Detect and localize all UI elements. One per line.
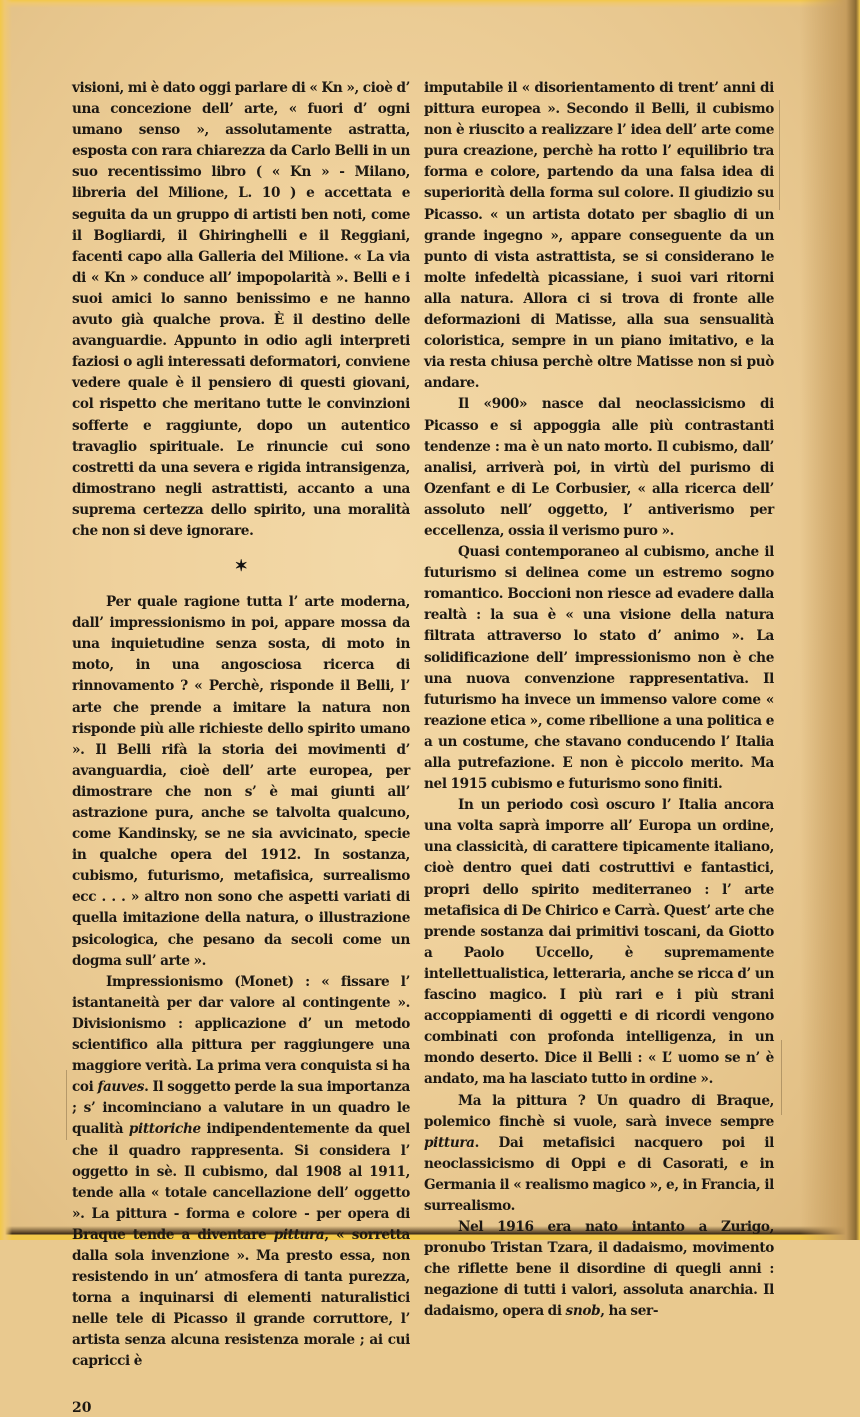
paragraph: imputabile il « disorientamento di trent’ anni di pittura europea ». Secondo il Belli, il cubismo non è riuscito a realizzare l’ idea dell’ arte come pura creazione, perchè ha rotto l’ equilibrio tra forma e colore, partendo da una falsa idea di superiorità della forma sul colore. Il giudizio su Picasso. « un artista dotato per sbaglio di un grande ingegno », appare conseguente da un punto di vista astrattista, se si considerano le molte infedeltà picassiane, i suoi vari ritorni alla natura. Allora ci si trova di fronte alle deformazioni di Matisse, alla sua sensualità coloristica, sempre in un piano imitativo, e la via resta chiusa perchè oltre Matisse non si può andare. [424,80,774,392]
text-run: , « sorretta dalla sola invenzione ». Ma presto essa, non resistendo in un’ atmosfera di tanta purezza, torna a inquinarsi di elementi naturalistici nelle tele di Picasso il grande corruttore, l’ artista senza alcuna resistenza morale ; ai cui capricci è [72,1226,410,1370]
star-ornament-icon: ✶ [234,556,248,576]
right-column [424,78,774,1323]
text-run: . Il soggetto perde la sua importanza ; s’ incominciano a valutare in un quadro le qualità [72,1079,410,1138]
text-run: Ma la pittura ? Un quadro di Braque, polemico finchè si vuole, sarà invece sempre [424,1092,774,1130]
left-column [72,78,410,1417]
margin-line [781,1040,782,1115]
italic-term: pittoriche [128,1121,201,1138]
text-run: . Dai metafisici nacquero poi il neoclassicismo di Oppi e di Casorati, e in Germania il « realismo magico », e, in Francia, il surrealismo. [424,1134,774,1214]
paragraph [424,1217,774,1322]
italic-term: snob [565,1303,601,1320]
margin-line [66,1070,67,1140]
italic-term: pittura [424,1134,475,1151]
text-run: Nel 1916 era nato intanto a Zurigo, pronubo Tristan Tzara, il dadaismo, movimento che riflette bene il disordine di quegli anni : negazione di tutti i valori, assoluta anarchia. Il dadaismo, opera di [424,1219,774,1320]
paragraph [424,1091,774,1218]
margin-line [779,100,780,210]
paragraph: Quasi contemporaneo al cubismo, anche il futurismo si delinea come un estremo sogno romantico. Boccioni non riesce ad evadere dalla realtà : la sua è « una visione della natura filtrata attraverso lo stato d’ animo ». La solidificazione dell’ impressionismo non è che una nuova convenzione rappresentativa. Il futurismo ha invece un immenso valore come « reazione etica », come ribellione a una politica e a un costume, che stavano conducendo l’ Italia alla putrefazione. E non è piccolo merito. Ma nel 1915 cubismo e futurismo sono finiti. [424,544,774,793]
page-number: 20 [72,1399,92,1416]
text-run: , ha ser- [600,1303,659,1320]
text-run: indipendentemente da quel che il quadro rappresenta. Si considera l’ oggetto in sè. Il cubismo, dal 1908 al 1911, tende alla « totale cancellazione dell’ oggetto ». La pittura - forma e colore - per opera di Braque tende a diventare [72,1121,410,1243]
italic-term: fauves [97,1079,145,1096]
paragraph: Per quale ragione tutta l’ arte moderna, dall’ impressionismo in poi, appare mossa da una inquietudine senza sosta, di moto in moto, in una angosciosa ricerca di rinnovamento ? « Perchè, risponde il Belli, l’ arte che prende a imitare la natura non risponde più alle richieste dello spirito umano ». Il Belli rifà la storia dei movimenti d’ avanguardia, cioè dell’ arte europea, per dimostrare che non s’ è mai giunti all’ astrazione pura, anche se talvolta qualcuno, come Kandinsky, se ne sia avvicinato, specie in qualche opera del 1912. In sostanza, cubismo, futurismo, metafisica, surrealismo ecc . . . » altro non sono che aspetti variati di quella imitazione della natura, o illustrazione psicologica, che pesano da secoli come un dogma sull’ arte ». [72,594,410,969]
italic-term: pittura [273,1226,325,1243]
paragraph: In un periodo così oscuro l’ Italia ancora una volta saprà imporre all’ Europa un ordine, una classicità, di carattere tipicamente italiano, cioè dentro quei dati costruttivi e fantastici, propri dello spirito mediterraneo : l’ arte metafisica di De Chirico e Carrà. Quest’ arte che prende sostanza dai primitivi toscani, da Giotto a Paolo Uccello, è supremamente intellettualistica, letteraria, anche se ricca d’ un fascino magico. I più rari e i più strani accoppiamenti di oggetti e di ricordi vengono combinati con profonda intelligenza, in un mondo deserto. Dice il Belli : « L’ uomo se n’ è andato, ma ha lasciato tutto in ordine ». [424,797,774,1088]
paragraph: Il «900» nasce dal neoclassicismo di Picasso e si appoggia alle più contrastanti tendenze : ma è un nato morto. Il cubismo, dall’ analisi, arriverà poi, in virtù del purismo di Ozenfant e di Le Corbusier, « alla ricerca dell’ assoluto nell’ oggetto, l’ antiverismo per eccellenza, ossia il verismo puro ». [424,396,774,539]
paragraph [72,972,410,1373]
paragraph: visioni, mi è dato oggi parlare di « Kn », cioè d’ una concezione dell’ arte, « fuori d’ ogni umano senso », assolutamente astratta, esposta con rara chiarezza da Carlo Belli in un suo recentissimo libro ( « Kn » - Milano, libreria del Milione, L. 10 ) e accettata e seguita da un gruppo di artisti ben noti, come il Bogliardi, il Ghiringhelli e il Reggiani, facenti capo alla Galleria del Milione. « La via di « Kn » conduce all’ impopolarità ». Belli e i suoi amici lo sanno benissimo e ne hanno avuto già qualche prova. È il destino delle avanguardie. Appunto in odio agli interpreti faziosi o agli interessati deformatori, conviene vedere quale è il pensiero di questi giovani, col rispetto che meritano tutte le convinzioni sofferte e raggiunte, dopo un autentico travaglio spirituale. Le rinuncie cui sono costretti da una severa e rigida intransigenza, dimostrano negli astrattisti, accanto a una suprema certezza dello spirito, una moralità che non si deve ignorare. [72,80,410,539]
text-run: Impressionismo (Monet) : « fissare l’ istantaneità per dar valore al contingente ». Divisionismo : applicazione d’ un metodo scientifico alla pittura per raggiungere una maggiore verità. La prima vera conquista si ha coi [72,973,410,1096]
